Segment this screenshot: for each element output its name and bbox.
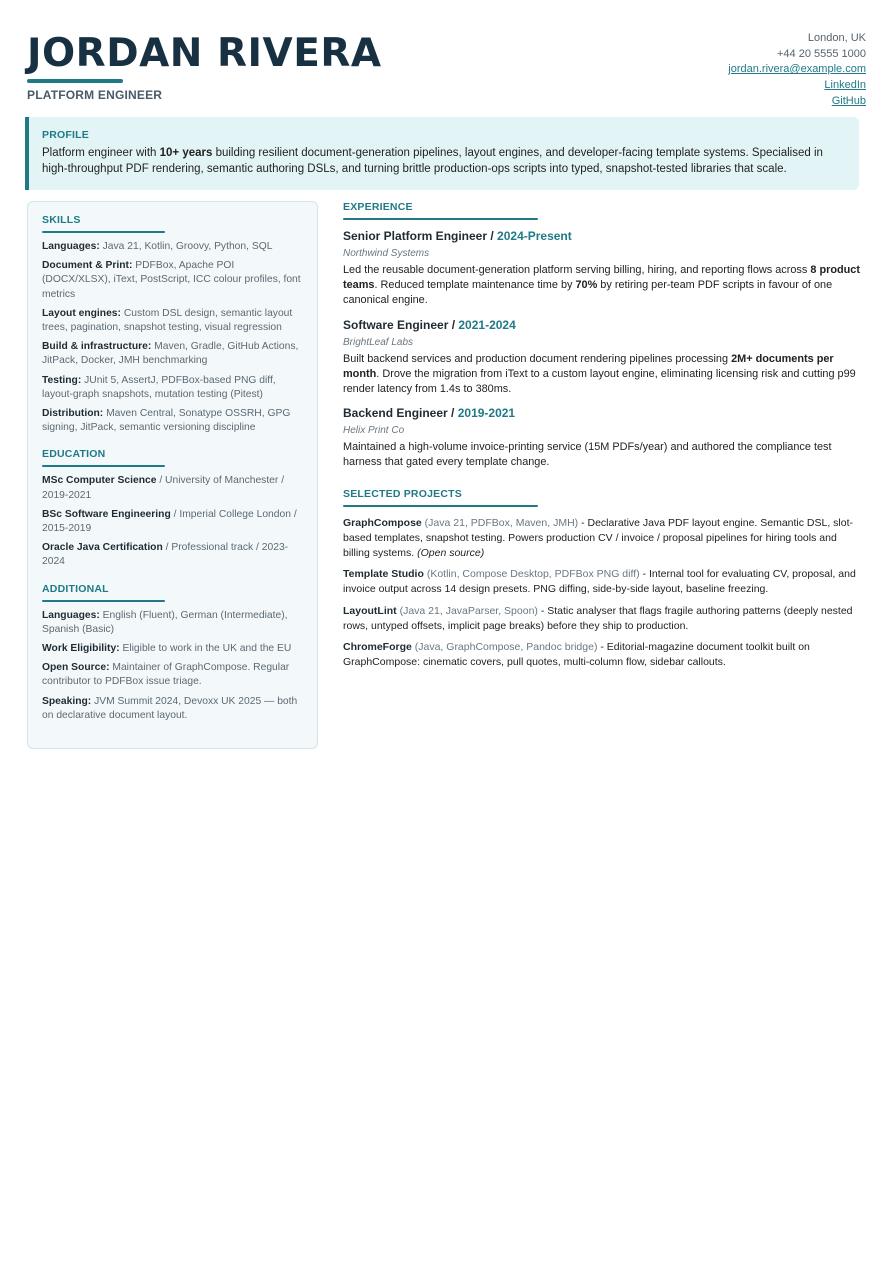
- education-degree: MSc Computer Science: [42, 475, 157, 487]
- job-role: Backend Engineer: [343, 406, 448, 421]
- job-description: [343, 263, 865, 309]
- project-tag: (Open source): [417, 547, 485, 560]
- additional-value: Eligible to work in the UK and the EU: [119, 643, 292, 655]
- job-separator: /: [448, 317, 459, 332]
- education-degree: BSc Software Engineering: [42, 508, 171, 520]
- job-entry: [343, 318, 865, 398]
- candidate-title: PLATFORM ENGINEER: [27, 88, 163, 102]
- additional-item: [42, 609, 305, 637]
- skill-value: Maven, Gradle, GitHub Actions, JitPack, Docker, JMH benchmarking: [42, 341, 299, 367]
- job-desc-part: . Reduced template maintenance time by: [374, 279, 576, 292]
- education-item: [42, 541, 305, 569]
- job-desc-highlight: 70%: [575, 279, 598, 292]
- section-rule: [42, 600, 165, 602]
- project-desc: - Internal tool for evaluating CV, proposal, and invoice output across 14 design presets. PNG diffing, side-by-side layout, baseline freezing.: [343, 568, 856, 596]
- profile-section: [25, 117, 859, 190]
- project-tech: (Java 21, PDFBox, Maven, JMH): [421, 516, 579, 529]
- project-desc: - Declarative Java PDF layout engine. Semantic DSL, slot-based templates, snapshot testing. Powers production CV / invoice / proposal pipelines for hiring tools and billing systems.: [343, 516, 854, 560]
- section-rule: [42, 465, 165, 467]
- skill-label: Document & Print:: [42, 260, 133, 272]
- sidebar: [27, 201, 318, 749]
- skill-value: Custom DSL design, semantic layout trees, pagination, snapshot testing, visual regression: [42, 307, 293, 334]
- project-name: LayoutLint: [343, 604, 397, 617]
- additional-label: Languages:: [42, 609, 100, 621]
- project-name: Template Studio: [343, 568, 424, 581]
- job-desc-part: Built backend services and production document rendering pipelines processing: [343, 352, 732, 365]
- contact-linkedin-link[interactable]: LinkedIn: [824, 79, 866, 92]
- job-title: [343, 318, 865, 333]
- job-dates: 2021-2024: [458, 317, 516, 332]
- profile-text-part: building resilient document-generation pipelines, layout engines, and developer-facing template systems. Specialised in high-throughput PDF rendering, semantic authoring DSLs, and turning brittle production-ops scripts into typed, snapshot-tested libraries that scale.: [42, 147, 823, 175]
- projects-heading: SELECTED PROJECTS: [343, 487, 462, 500]
- job-description: [343, 352, 865, 398]
- skills-heading: SKILLS: [42, 214, 81, 226]
- skill-label: Build & infrastructure:: [42, 341, 152, 353]
- project-name: GraphCompose: [343, 516, 422, 529]
- project-tech: (Java 21, JavaParser, Spoon): [396, 604, 538, 617]
- additional-label: Open Source:: [42, 662, 110, 674]
- section-rule: [42, 231, 165, 233]
- job-title: [343, 229, 865, 244]
- job-desc-highlight: 8 product teams: [343, 264, 860, 292]
- job-title: [343, 406, 865, 421]
- job-role: Software Engineer: [343, 317, 449, 332]
- main-column: [343, 201, 865, 676]
- job-entry: [343, 229, 865, 309]
- contact-block: [728, 31, 866, 110]
- education-item: [42, 474, 305, 502]
- additional-value: English (Fluent), German (Intermediate), Spanish (Basic): [42, 609, 288, 635]
- candidate-name: JORDAN RIVERA: [27, 31, 382, 76]
- skill-value: JUnit 5, AssertJ, PDFBox-based PNG diff, layout-graph snapshots, mutation testing (Pitest): [42, 374, 276, 400]
- job-entry: [343, 406, 865, 470]
- additional-heading: ADDITIONAL: [42, 582, 109, 595]
- job-dates: 2019-2021: [457, 406, 516, 421]
- contact-phone: +44 20 5555 1000: [776, 47, 866, 60]
- project-name: ChromeForge: [343, 641, 412, 654]
- job-description: [343, 440, 865, 470]
- project-item: [343, 567, 865, 597]
- education-item: [42, 508, 305, 536]
- education-detail: / University of Manchester / 2019-2021: [42, 475, 285, 501]
- additional-value: JVM Summit 2024, Devoxx UK 2025 — both on declarative document layout.: [42, 695, 298, 721]
- job-company: Helix Print Co: [343, 425, 405, 437]
- profile-text-part: Platform engineer with: [42, 147, 160, 159]
- name-underline: [27, 79, 123, 83]
- section-rule: [343, 218, 538, 220]
- additional-value: Maintainer of GraphCompose. Regular contributor to PDFBox issue triage.: [42, 662, 290, 688]
- job-company: Northwind Systems: [343, 248, 430, 259]
- job-desc-part: by retiring per-team PDF scripts in favour of one canonical engine.: [343, 279, 833, 307]
- skill-label: Distribution:: [42, 408, 104, 420]
- additional-label: Work Eligibility:: [42, 643, 120, 655]
- section-rule: [343, 505, 538, 507]
- project-item: [343, 604, 865, 634]
- experience-heading: EXPERIENCE: [343, 201, 413, 213]
- job-company: BrightLeaf Labs: [343, 336, 414, 348]
- profile-text: [42, 145, 849, 177]
- skill-item: [42, 374, 305, 402]
- profile-heading: PROFILE: [42, 129, 89, 141]
- job-desc-part: Led the reusable document-generation platform serving billing, hiring, and reporting flows across: [343, 264, 811, 276]
- job-separator: /: [487, 229, 498, 243]
- education-detail: / Professional track / 2023-2024: [42, 542, 289, 568]
- project-tech: (Java, GraphCompose, Pandoc bridge): [411, 641, 598, 654]
- education-detail: / Imperial College London / 2015-2019: [42, 508, 297, 535]
- project-tech: (Kotlin, Compose Desktop, PDFBox PNG diff): [423, 568, 640, 581]
- contact-github-link[interactable]: GitHub: [831, 94, 866, 107]
- skill-value: Java 21, Kotlin, Groovy, Python, SQL: [99, 241, 273, 252]
- job-desc-highlight: 2M+ documents per month: [343, 352, 834, 380]
- contact-location: London, UK: [807, 32, 866, 44]
- project-desc: - Static analyser that flags fragile authoring patterns (deeply nested rows, untyped offsets, implicit page breaks) before they ship to production.: [343, 604, 853, 632]
- job-role: Senior Platform Engineer: [343, 229, 488, 243]
- job-separator: /: [447, 406, 458, 421]
- education-degree: Oracle Java Certification: [42, 542, 163, 554]
- skill-item: [42, 240, 305, 254]
- job-desc-part: . Drove the migration from iText to a custom layout engine, eliminating licensing risk and cutting p99 render latency from 1.4s to 380ms.: [343, 367, 856, 396]
- additional-label: Speaking:: [42, 695, 92, 707]
- skill-value: PDFBox, Apache POI (DOCX/XLSX), iText, PostScript, ICC colour profiles, font metrics: [42, 260, 301, 300]
- project-item: [343, 640, 865, 670]
- job-desc-part: Maintained a high-volume invoice-printing service (15M PDFs/year) and authored the compliance test harness that gated every template change.: [343, 441, 832, 469]
- project-desc: - Editorial-magazine document toolkit built on GraphCompose: cinematic covers, pull quotes, multi-column flow, sidebar callouts.: [343, 641, 810, 669]
- job-dates: 2024-Present: [497, 229, 572, 243]
- additional-item: [42, 661, 305, 689]
- additional-item: [42, 642, 305, 656]
- project-item: [343, 516, 865, 562]
- skill-label: Layout engines:: [42, 307, 121, 319]
- skill-item: [42, 340, 305, 368]
- skill-item: [42, 407, 305, 435]
- skill-item: [42, 307, 305, 335]
- skill-label: Testing:: [42, 374, 82, 386]
- contact-email-link[interactable]: jordan.rivera@example.com: [728, 63, 866, 76]
- education-heading: EDUCATION: [42, 448, 106, 461]
- additional-item: [42, 695, 305, 723]
- skill-item: [42, 259, 305, 302]
- profile-highlight: 10+ years: [159, 147, 213, 159]
- skill-value: Maven Central, Sonatype OSSRH, GPG signing, JitPack, semantic versioning discipline: [42, 408, 291, 434]
- skill-label: Languages:: [42, 241, 100, 252]
